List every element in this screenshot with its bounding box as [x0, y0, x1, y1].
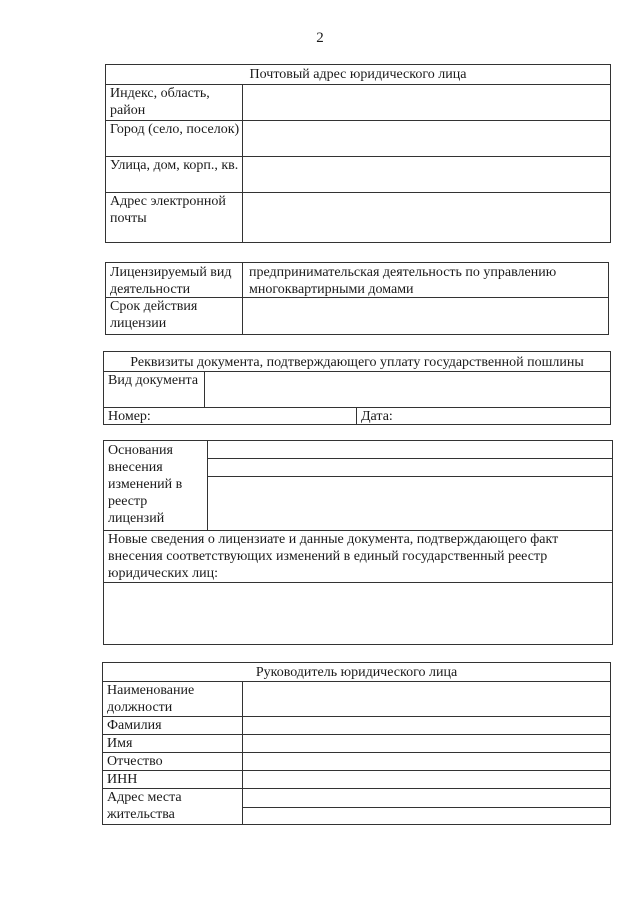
changes-new-info-field[interactable] — [104, 583, 612, 644]
changes-basis-line-1[interactable] — [208, 441, 612, 458]
head-patronymic-field[interactable] — [243, 752, 610, 770]
fee-number-label: Номер: — [108, 409, 151, 424]
head-title: Руководитель юридического лица — [255, 665, 458, 680]
fee-document-title: Реквизиты документа, подтверждающего уплату государственной пошлины — [130, 355, 584, 370]
fee-document-table — [103, 351, 611, 425]
changes-new-info-label: Новые сведения о лицензиате и данные документа, подтверждающего факт внесения соответствующих изменений в единый государственный реестр юридических лиц: — [108, 532, 559, 581]
fee-date-label: Дата: — [361, 409, 393, 424]
head-surname-field[interactable] — [243, 716, 610, 734]
head-inn-label: ИНН — [107, 772, 138, 787]
license-activity-value[interactable]: предпринимательская деятельность по управлению многоквартирными домами — [249, 265, 557, 297]
postal-city-field[interactable] — [243, 120, 610, 156]
fee-doc-type-field[interactable] — [205, 371, 610, 407]
postal-address-title: Почтовый адрес юридического лица — [249, 67, 467, 82]
license-term-label: Срок действия лицензии — [110, 299, 198, 331]
changes-basis-line-2[interactable] — [208, 459, 612, 476]
postal-city-label: Город (село, поселок) — [110, 122, 240, 137]
head-table — [102, 662, 611, 825]
postal-index-label: Индекс, область, район — [110, 86, 210, 118]
postal-index-field[interactable] — [243, 84, 610, 120]
head-name-label: Имя — [107, 736, 133, 751]
postal-email-label: Адрес электронной почты — [110, 194, 226, 226]
head-inn-field[interactable] — [243, 770, 610, 788]
postal-email-field[interactable] — [243, 192, 610, 242]
postal-street-field[interactable] — [243, 156, 610, 192]
head-surname-label: Фамилия — [107, 718, 162, 733]
license-activity-label: Лицензируемый вид деятельности — [110, 265, 232, 297]
registry-changes-table — [103, 440, 613, 645]
fee-number-field[interactable] — [174, 407, 356, 424]
fee-doc-type-label: Вид документа — [108, 373, 199, 388]
head-position-field[interactable] — [243, 681, 610, 716]
license-term-field[interactable] — [243, 297, 608, 334]
page-number: 2 — [316, 30, 324, 46]
postal-street-label: Улица, дом, корп., кв. — [110, 158, 239, 173]
changes-basis-line-3[interactable] — [208, 477, 612, 530]
head-position-label: Наименование должности — [107, 683, 195, 715]
head-address-field[interactable] — [243, 788, 610, 824]
changes-basis-label: Основания внесения изменений в реестр лицензий — [108, 443, 183, 526]
head-address-label: Адрес места жительства — [107, 790, 182, 822]
fee-date-field[interactable] — [407, 407, 610, 424]
postal-address-table — [105, 64, 611, 243]
license-table — [105, 262, 609, 335]
head-name-field[interactable] — [243, 734, 610, 752]
head-patronymic-label: Отчество — [107, 754, 163, 769]
